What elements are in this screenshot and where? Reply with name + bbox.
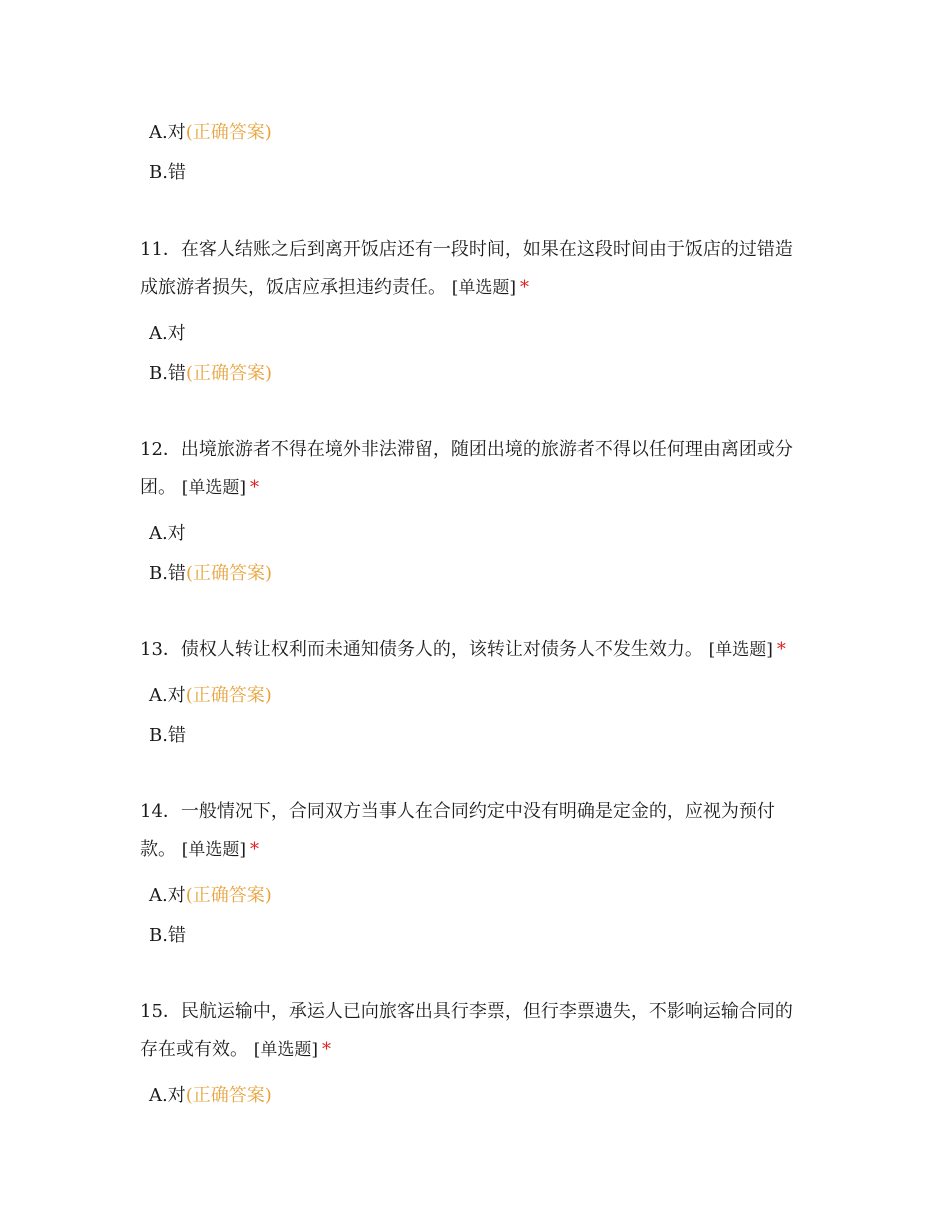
correct-answer-tag: (正确答案) xyxy=(185,885,272,906)
required-mark: * xyxy=(250,477,259,498)
option-b[interactable] xyxy=(149,161,186,185)
correct-answer-tag: (正确答案) xyxy=(185,363,272,384)
question-text-line2: 款。 xyxy=(140,839,176,860)
option-b[interactable] xyxy=(149,362,272,386)
question-type-badge: [单选题] xyxy=(253,1040,318,1060)
correct-answer-tag: (正确答案) xyxy=(185,685,272,706)
question-15 xyxy=(140,993,820,1069)
required-mark: * xyxy=(520,277,529,298)
option-label: B.错 xyxy=(149,925,186,946)
question-text-line2: 成旅游者损失，饭店应承担违约责任。 xyxy=(140,277,446,298)
option-label: A.对 xyxy=(149,122,186,143)
question-text-line1: 15．民航运输中，承运人已向旅客出具行李票，但行李票遗失，不影响运输合同的 xyxy=(140,1001,793,1022)
correct-answer-tag: (正确答案) xyxy=(185,122,272,143)
question-text-line2: 团。 xyxy=(140,477,176,498)
option-label: B.错 xyxy=(149,563,186,584)
option-a[interactable] xyxy=(149,684,272,708)
correct-answer-tag: (正确答案) xyxy=(185,563,272,584)
question-13 xyxy=(140,631,820,669)
option-label: B.错 xyxy=(149,363,186,384)
question-type-badge: [单选题] xyxy=(181,478,246,498)
question-type-badge: [单选题] xyxy=(708,640,773,660)
option-label: A.对 xyxy=(149,1085,186,1106)
option-label: A.对 xyxy=(149,885,186,906)
question-text-line1: 11．在客人结账之后到离开饭店还有一段时间，如果在这段时间由于饭店的过错造 xyxy=(140,239,793,260)
option-a[interactable] xyxy=(149,884,272,908)
question-text-line2: 存在或有效。 xyxy=(140,1039,248,1060)
question-type-badge: [单选题] xyxy=(181,840,246,860)
question-type-badge: [单选题] xyxy=(451,278,516,298)
option-label: A.对 xyxy=(149,323,186,344)
question-11 xyxy=(140,231,820,307)
question-14 xyxy=(140,793,820,869)
question-text-line1: 12．出境旅游者不得在境外非法滞留，随团出境的旅游者不得以任何理由离团或分 xyxy=(140,439,793,460)
option-b[interactable] xyxy=(149,724,186,748)
option-b[interactable] xyxy=(149,562,272,586)
option-a[interactable] xyxy=(149,121,272,145)
option-a[interactable] xyxy=(149,522,186,546)
required-mark: * xyxy=(250,839,259,860)
question-12 xyxy=(140,431,820,507)
question-text-line1: 13．债权人转让权利而未通知债务人的，该转让对债务人不发生效力。 xyxy=(140,639,703,660)
option-label: B.错 xyxy=(149,162,186,183)
option-a[interactable] xyxy=(149,322,186,346)
correct-answer-tag: (正确答案) xyxy=(185,1085,272,1106)
question-text-line1: 14．一般情况下，合同双方当事人在合同约定中没有明确是定金的，应视为预付 xyxy=(140,801,775,822)
option-label: A.对 xyxy=(149,523,186,544)
required-mark: * xyxy=(322,1039,331,1060)
required-mark: * xyxy=(776,639,786,660)
option-label: B.错 xyxy=(149,725,186,746)
option-b[interactable] xyxy=(149,924,186,948)
option-a[interactable] xyxy=(149,1084,272,1108)
option-label: A.对 xyxy=(149,685,186,706)
